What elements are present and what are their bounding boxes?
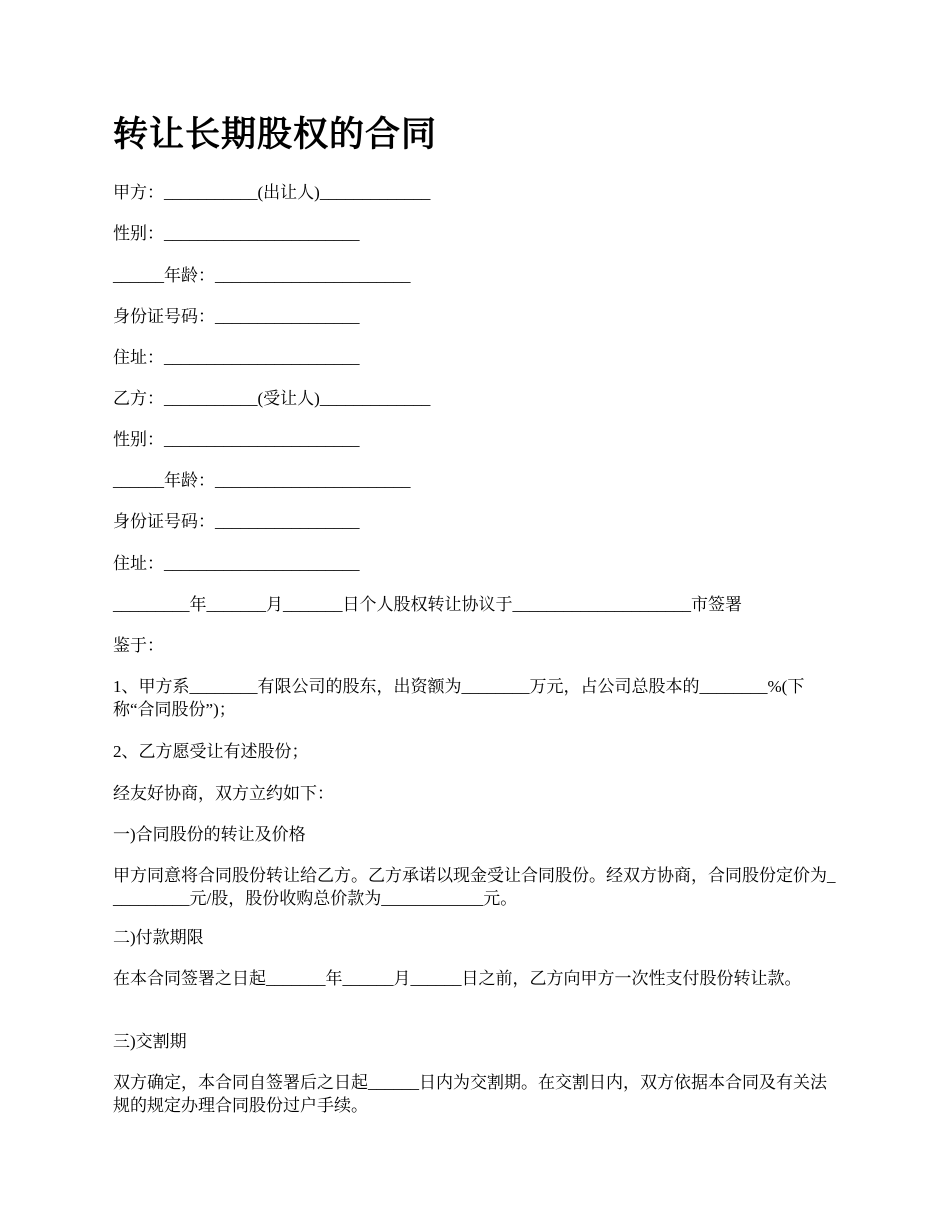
agreement-intro-paragraph: 经友好协商，双方立约如下： xyxy=(113,784,334,803)
section-1-heading: 一)合同股份的转让及价格 xyxy=(113,825,306,844)
recital-2-paragraph: 2、乙方愿受让有述股份； xyxy=(113,742,309,761)
recital-1-paragraph: 1、甲方系________有限公司的股东，出资额为________万元，占公司总股本的________%(下称“合同股份”)； xyxy=(113,677,805,719)
party-b-gender-line: 性别：_______________________ xyxy=(113,430,360,449)
party-b-id-line: 身份证号码：_________________ xyxy=(113,512,360,531)
party-a-line: 甲方：___________(出让人)_____________ xyxy=(113,183,431,202)
section-2-body: 在本合同签署之日起_______年______月______日之前，乙方向甲方一次性支付股份转让款。 xyxy=(113,969,802,988)
party-a-age-line: ______年龄：_______________________ xyxy=(113,266,411,285)
whereas-line: 鉴于： xyxy=(113,636,164,655)
party-a-address-line: 住址：_______________________ xyxy=(113,348,360,367)
document-title: 转让长期股权的合同 xyxy=(113,115,438,154)
party-b-age-line: ______年龄：_______________________ xyxy=(113,471,411,490)
party-a-gender-line: 性别：_______________________ xyxy=(113,224,360,243)
signing-date-line: _________年_______月_______日个人股权转让协议于_____________________市签署 xyxy=(113,595,742,614)
party-a-id-line: 身份证号码：_________________ xyxy=(113,307,360,326)
section-1-body: 甲方同意将合同股份转让给乙方。乙方承诺以现金受让合同股份。经双方协商，合同股份定价为__________元/股，股份收购总价款为____________元。 xyxy=(113,866,836,908)
party-b-address-line: 住址：_______________________ xyxy=(113,554,360,573)
section-3-heading: 三)交割期 xyxy=(113,1032,187,1051)
party-b-line: 乙方：___________(受让人)_____________ xyxy=(113,389,431,408)
section-3-body: 双方确定，本合同自签署后之日起______日内为交割期。在交割日内，双方依据本合同及有关法规的规定办理合同股份过户手续。 xyxy=(113,1073,827,1115)
section-2-heading: 二)付款期限 xyxy=(113,928,204,947)
